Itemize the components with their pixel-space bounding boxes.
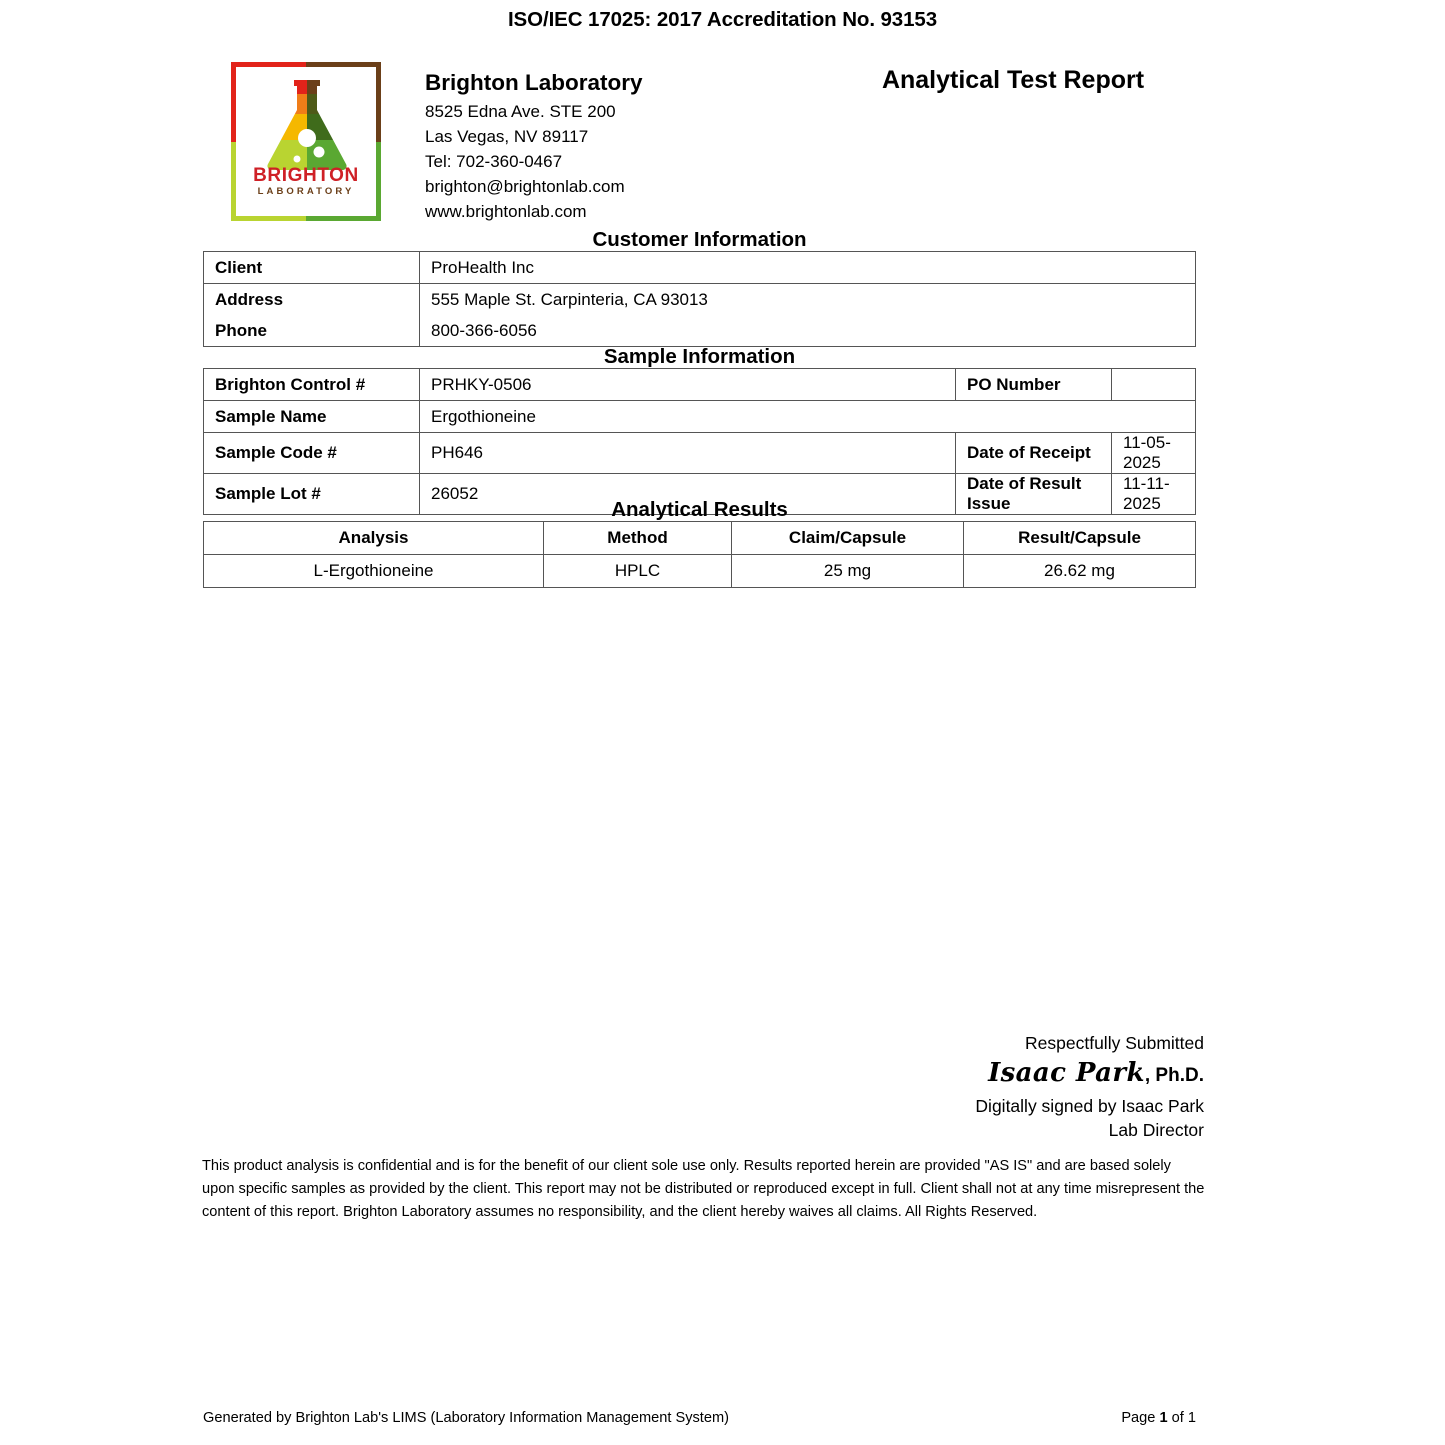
signature-name-row [696,1056,1204,1094]
phone-value: 800-366-6056 [420,315,1196,347]
sample-name-value: Ergothioneine [420,401,1196,433]
result-value: 26.62 mg [964,555,1196,588]
date-of-result-issue-value: 11-11-2025 [1112,474,1196,515]
footer-page-prefix: Page [1121,1410,1160,1426]
lab-contact-block [425,68,805,224]
logo-frame-left-top [231,62,236,143]
brighton-control-label: Brighton Control # [204,369,420,401]
logo-wordmark [231,166,381,198]
digitally-signed-label: Digitally signed by Isaac Park [975,1096,1204,1116]
lab-email: brighton@brightonlab.com [425,177,625,196]
flask-icon [264,78,350,172]
report-title: Analytical Test Report [881,66,1145,94]
sample-information-table [203,368,1196,515]
footer-generated-by: Generated by Brighton Lab's LIMS (Laboratory Information Management System) [203,1410,729,1426]
lab-phone: Tel: 702-360-0467 [425,152,563,171]
table-row [204,369,1196,401]
address-value: 555 Maple St. Carpinteria, CA 93013 [420,284,1196,316]
sample-lot-label: Sample Lot # [204,474,420,515]
signer-role: Lab Director [1108,1120,1204,1140]
table-row [204,315,1196,347]
table-row [204,401,1196,433]
customer-information-heading: Customer Information [592,228,807,251]
lab-address-line2: Las Vegas, NV 89117 [425,127,589,146]
footer-page-number [1121,1410,1196,1426]
date-of-receipt-value: 11-05-2025 [1112,433,1196,474]
logo-frame-bottom-right [306,216,381,221]
respectfully-submitted-label: Respectfully Submitted [1025,1033,1204,1053]
client-value: ProHealth Inc [420,252,1196,284]
sample-information-heading: Sample Information [603,345,796,368]
logo-frame-top-right [306,62,381,67]
logo-frame-right-top [376,62,381,143]
analytical-results-heading: Analytical Results [611,498,788,521]
masthead [203,62,1203,232]
column-header-result: Result/Capsule [964,522,1196,555]
result-analysis: L-Ergothioneine [204,555,544,588]
sample-name-label: Sample Name [204,401,420,433]
disclaimer-text: This product analysis is confidential and is for the benefit of our client sole use only. Results reported herein are provided "AS IS" and are based solely upon specific samples as provided by the client. This report may not be distributed or reproduced except in full. Client shall not at any time misrepresent the content of this report. Brighton Laboratory assumes no responsibility, and the client hereby waives all claims. All Rights Reserved. [202,1158,1205,1220]
logo-brand-name: BRIGHTON [253,165,359,186]
table-row [204,433,1196,474]
footer-page-suffix: of 1 [1167,1410,1196,1426]
logo-frame-bottom-left [231,216,307,221]
column-header-method: Method [544,522,732,555]
lab-address-line1: 8525 Edna Ave. STE 200 [425,102,616,121]
accreditation-line: ISO/IEC 17025: 2017 Accreditation No. 93153 [507,8,938,31]
client-label: Client [204,252,420,284]
lab-website: www.brightonlab.com [425,202,587,221]
sample-lot-value: 26052 [420,474,956,515]
logo-frame-top-left [231,62,307,67]
lab-name: Brighton Laboratory [425,70,643,95]
brighton-logo [231,62,381,221]
signature-degree: , Ph.D. [1144,1065,1204,1086]
column-header-claim: Claim/Capsule [732,522,964,555]
table-row [204,284,1196,316]
table-row [204,252,1196,284]
date-of-receipt-label: Date of Receipt [956,433,1112,474]
customer-information-table [203,251,1196,347]
table-row [204,555,1196,588]
sample-code-value: PH646 [420,433,956,474]
po-number-label: PO Number [956,369,1112,401]
result-method: HPLC [544,555,732,588]
table-header-row [204,522,1196,555]
result-claim: 25 mg [732,555,964,588]
logo-brand-subtitle: LABORATORY [257,186,355,197]
signature-block [696,1030,1204,1142]
signature-script: Isaac Park [988,1058,1145,1088]
date-of-result-issue-label: Date of Result Issue [956,474,1112,515]
footer-page-current: 1 [1159,1410,1168,1426]
brighton-control-value: PRHKY-0506 [420,369,956,401]
address-label: Address [204,284,420,316]
sample-code-label: Sample Code # [204,433,420,474]
po-number-value [1112,369,1196,401]
phone-label: Phone [204,315,420,347]
analytical-results-table [203,521,1196,588]
column-header-analysis: Analysis [204,522,544,555]
